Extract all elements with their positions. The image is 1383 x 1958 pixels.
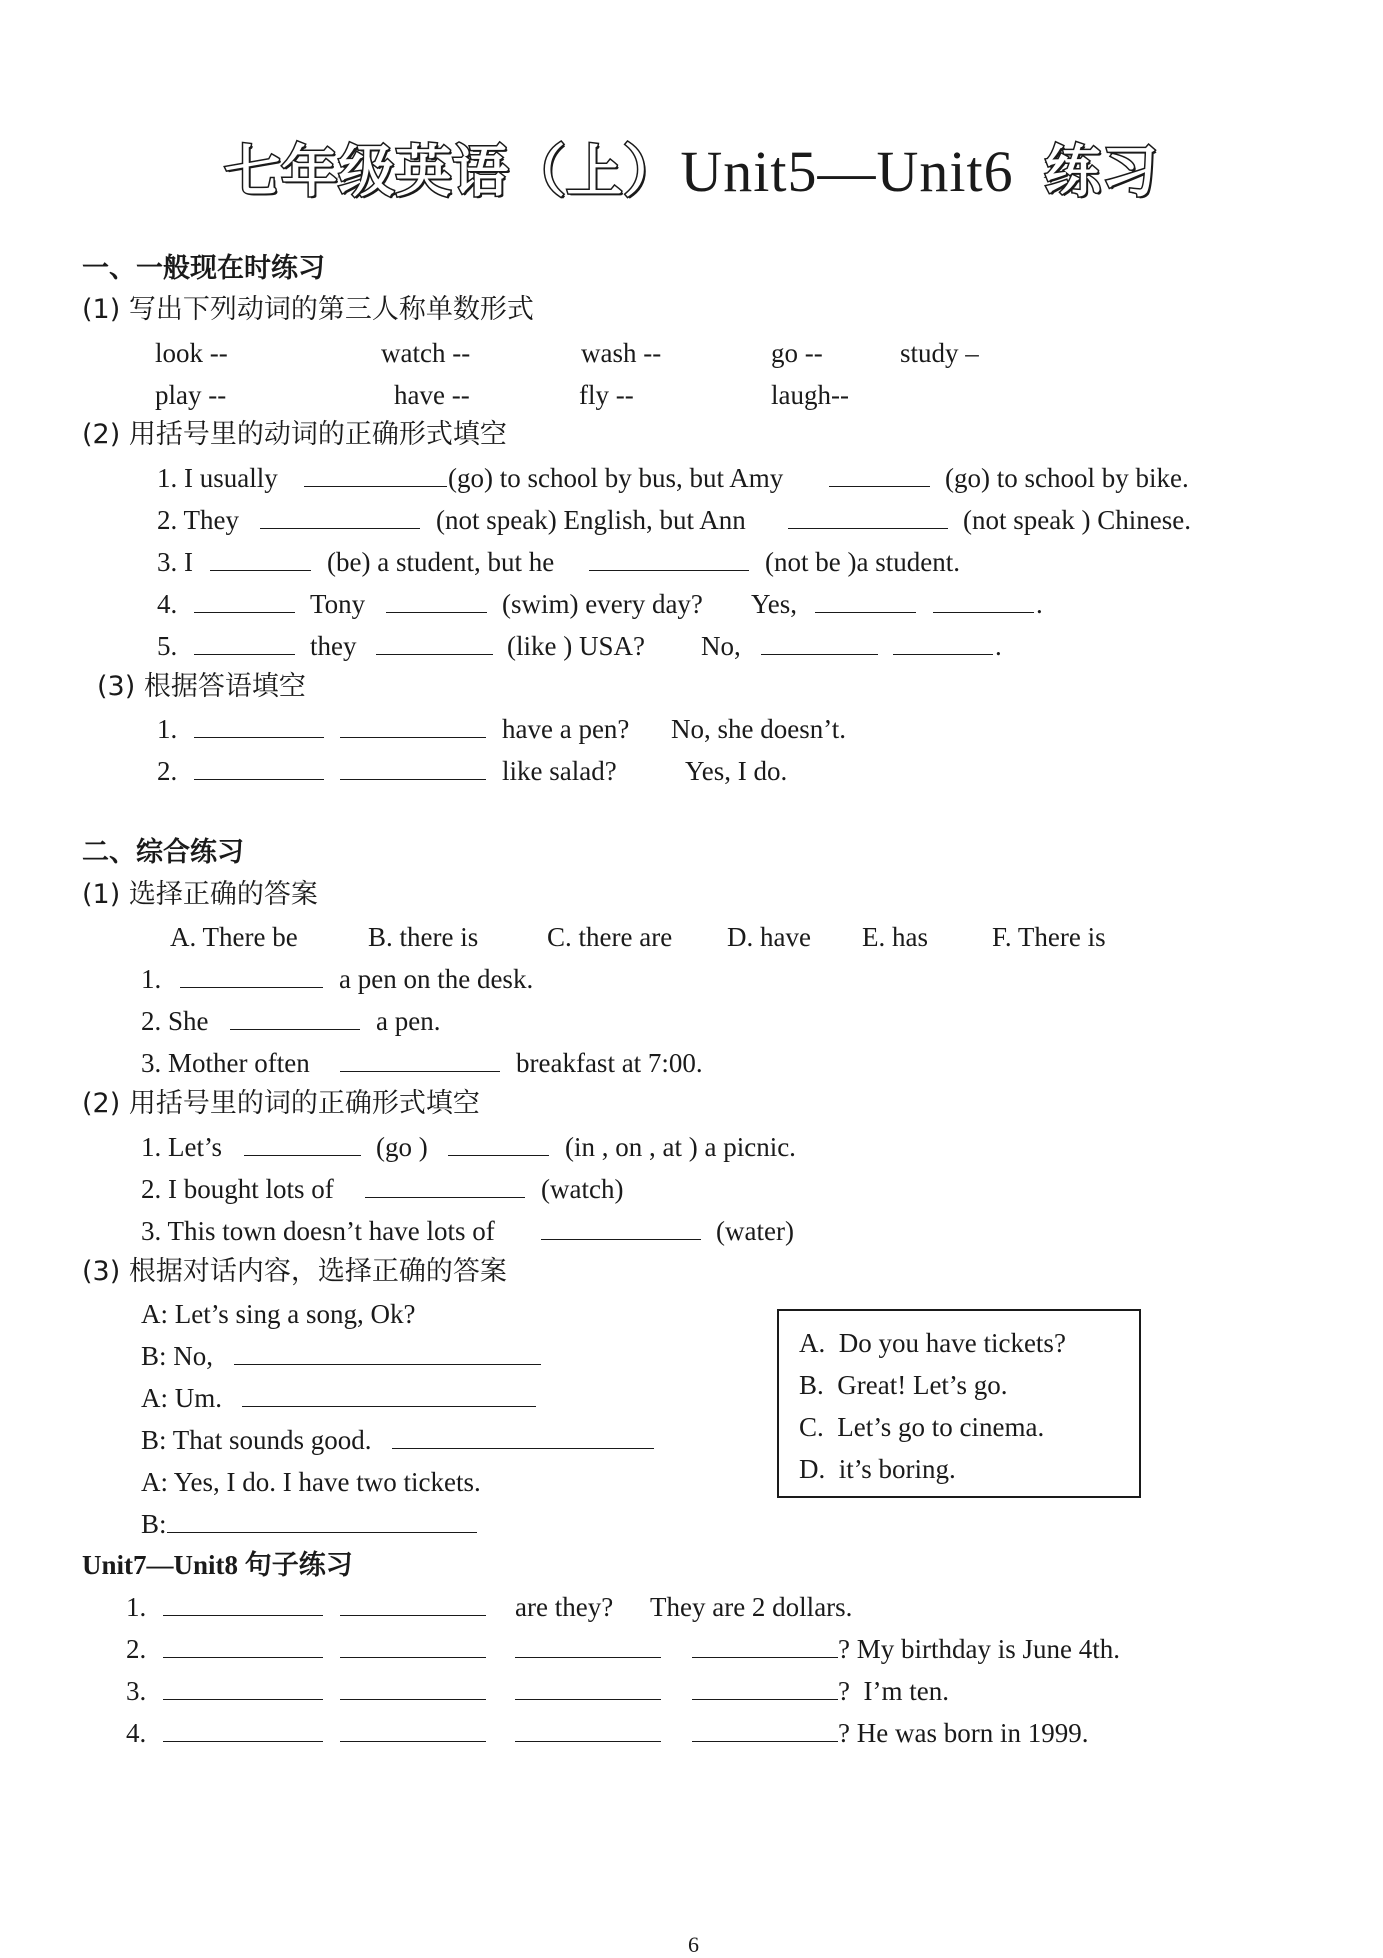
t2-text-a: ? My birthday is June 4th. <box>838 1634 1120 1664</box>
q5-blank-3[interactable] <box>761 630 878 655</box>
section1-part1: (1) 写出下列动词的第三人称单数形式 <box>82 294 534 325</box>
t4-blank-2[interactable] <box>340 1717 486 1742</box>
w3-blank[interactable] <box>541 1215 701 1240</box>
c1-blank[interactable] <box>180 963 323 988</box>
q1-text-b: (go) to school by bus, but Amy <box>448 463 784 493</box>
q4-blank-2[interactable] <box>386 588 487 613</box>
t2-blank-4[interactable] <box>692 1633 838 1658</box>
q3-text-b: (be) a student, but he <box>327 547 555 577</box>
t4-blank-3[interactable] <box>515 1717 661 1742</box>
q4-blank-3[interactable] <box>815 588 916 613</box>
option-e: E. has <box>862 922 928 952</box>
c2-text-a: 2. She <box>141 1006 209 1036</box>
q4-text-d: Yes, <box>751 589 798 619</box>
c3-text-b: breakfast at 7:00. <box>516 1048 703 1078</box>
q2-text-b: (not speak) English, but Ann <box>436 505 746 535</box>
verb-look: look -- <box>155 338 228 368</box>
t1-blank-2[interactable] <box>340 1591 486 1616</box>
r2-blank-2[interactable] <box>340 755 486 780</box>
q3-blank-2[interactable] <box>589 546 749 571</box>
w1-blank-2[interactable] <box>448 1131 549 1156</box>
t2-num: 2. <box>126 1634 147 1664</box>
c2-text-b: a pen. <box>376 1006 441 1036</box>
box-option-d: D. it’s boring. <box>799 1454 956 1484</box>
q5-text-c: (like ) USA? <box>507 631 645 661</box>
r2-num: 2. <box>157 756 178 786</box>
t1-num: 1. <box>126 1592 147 1622</box>
c1-num: 1. <box>141 964 162 994</box>
q3-blank-1[interactable] <box>210 546 311 571</box>
t2-blank-1[interactable] <box>163 1633 323 1658</box>
page-title <box>0 128 1383 208</box>
section1-heading: 一、一般现在时练习 <box>82 253 325 284</box>
c3-text-a: 3. Mother often <box>141 1048 310 1078</box>
verb-laugh: laugh-- <box>771 380 849 410</box>
q4-blank-1[interactable] <box>194 588 295 613</box>
w3-text-b: (water) <box>716 1216 794 1246</box>
section3-heading-cn: 句子练习 <box>244 1550 353 1581</box>
r2-text-b: like salad? <box>502 756 617 786</box>
t2-blank-3[interactable] <box>515 1633 661 1658</box>
verb-go: go -- <box>771 338 823 368</box>
q5-text-b: they <box>310 631 357 661</box>
q5-text-e: . <box>995 631 1002 661</box>
t4-num: 4. <box>126 1718 147 1748</box>
q2-text-a: 2. They <box>157 505 239 535</box>
dialog-line-5: A: Yes, I do. I have two tickets. <box>141 1467 481 1497</box>
q2-blank-2[interactable] <box>788 504 948 529</box>
box-option-a: A. Do you have tickets? <box>799 1328 1066 1358</box>
q4-text-a: 4. <box>157 589 178 619</box>
t3-blank-3[interactable] <box>515 1675 661 1700</box>
verb-fly: fly -- <box>579 380 634 410</box>
dialog-line-2: B: No, <box>141 1341 214 1371</box>
t3-blank-1[interactable] <box>163 1675 323 1700</box>
section2-heading: 二、综合练习 <box>82 837 244 868</box>
t2-blank-2[interactable] <box>340 1633 486 1658</box>
title-cn: 七年级英语（上） <box>224 140 681 205</box>
t4-blank-1[interactable] <box>163 1717 323 1742</box>
dialog-blank-4[interactable] <box>167 1508 477 1533</box>
section1-part2: (2) 用括号里的动词的正确形式填空 <box>82 419 507 450</box>
q4-text-e: . <box>1036 589 1043 619</box>
q2-blank-1[interactable] <box>260 504 420 529</box>
section3-heading-en: Unit7—Unit8 <box>82 1550 239 1580</box>
section2-part2: (2) 用括号里的词的正确形式填空 <box>82 1088 480 1119</box>
verb-have: have -- <box>394 380 470 410</box>
t3-text-a: ? I’m ten. <box>838 1676 949 1706</box>
dialog-line-4: B: That sounds good. <box>141 1425 372 1455</box>
verb-watch: watch -- <box>381 338 471 368</box>
q3-text-c: (not be )a student. <box>765 547 960 577</box>
c3-blank[interactable] <box>340 1047 500 1072</box>
t4-text-a: ? He was born in 1999. <box>838 1718 1089 1748</box>
t1-blank-1[interactable] <box>163 1591 323 1616</box>
w3-text-a: 3. This town doesn’t have lots of <box>141 1216 495 1246</box>
option-c: C. there are <box>547 922 673 952</box>
w2-text-b: (watch) <box>541 1174 624 1204</box>
w2-text-a: 2. I bought lots of <box>141 1174 334 1204</box>
section2-part3: (3) 根据对话内容，选择正确的答案 <box>82 1256 507 1287</box>
option-a: A. There be <box>170 922 298 952</box>
dialog-line-1: A: Let’s sing a song, Ok? <box>141 1299 416 1329</box>
t4-blank-4[interactable] <box>692 1717 838 1742</box>
r1-blank-2[interactable] <box>340 713 486 738</box>
t3-blank-4[interactable] <box>692 1675 838 1700</box>
w1-text-a: 1. Let’s <box>141 1132 222 1162</box>
verb-wash: wash -- <box>581 338 662 368</box>
q1-blank-2[interactable] <box>829 462 930 487</box>
q5-blank-4[interactable] <box>893 630 993 655</box>
option-b: B. there is <box>368 922 479 952</box>
section3-heading <box>82 1548 353 1583</box>
r1-blank-1[interactable] <box>194 713 324 738</box>
t3-num: 3. <box>126 1676 147 1706</box>
dialog-blank-3[interactable] <box>392 1424 654 1449</box>
option-d: D. have <box>727 922 811 952</box>
dialog-blank-1[interactable] <box>234 1340 541 1365</box>
dialog-line-6: B: <box>141 1509 167 1539</box>
section2-part1: (1) 选择正确的答案 <box>82 879 318 910</box>
q5-blank-1[interactable] <box>194 630 295 655</box>
q5-text-d: No, <box>701 631 741 661</box>
r2-text-c: Yes, I do. <box>685 756 788 786</box>
q4-text-b: Tony <box>310 589 366 619</box>
q5-text-a: 5. <box>157 631 178 661</box>
c2-blank[interactable] <box>230 1005 360 1030</box>
q1-text-a: 1. I usually <box>157 463 278 493</box>
section1-part3: (3) 根据答语填空 <box>97 671 306 702</box>
q4-text-c: (swim) every day? <box>502 589 703 619</box>
title-cn2: 练习 <box>1044 140 1159 205</box>
q1-text-c: (go) to school by bike. <box>945 463 1189 493</box>
dialog-blank-2[interactable] <box>242 1382 536 1407</box>
t3-blank-2[interactable] <box>340 1675 486 1700</box>
box-option-b: B. Great! Let’s go. <box>799 1370 1008 1400</box>
r1-text-c: No, she doesn’t. <box>671 714 846 744</box>
c1-text: a pen on the desk. <box>339 964 534 994</box>
t1-text-b: They are 2 dollars. <box>650 1592 853 1622</box>
dialog-line-3: A: Um. <box>141 1383 222 1413</box>
title-en: Unit5—Unit6 <box>680 139 1014 204</box>
q2-text-c: (not speak ) Chinese. <box>963 505 1191 535</box>
q5-blank-2[interactable] <box>376 630 493 655</box>
q4-blank-4[interactable] <box>933 588 1034 613</box>
w1-blank-1[interactable] <box>244 1131 361 1156</box>
q1-blank-1[interactable] <box>304 462 447 487</box>
r1-text-b: have a pen? <box>502 714 630 744</box>
verb-play: play -- <box>155 380 227 410</box>
w2-blank[interactable] <box>365 1173 525 1198</box>
r2-blank-1[interactable] <box>194 755 324 780</box>
r1-num: 1. <box>157 714 178 744</box>
box-option-c: C. Let’s go to cinema. <box>799 1412 1045 1442</box>
verb-study: study – <box>900 338 979 368</box>
w1-text-b: (go ) <box>376 1132 428 1162</box>
w1-text-c: (in , on , at ) a picnic. <box>565 1132 796 1162</box>
page-number: 6 <box>688 1932 699 1957</box>
q3-text-a: 3. I <box>157 547 193 577</box>
option-f: F. There is <box>992 922 1106 952</box>
t1-text-a: are they? <box>515 1592 614 1622</box>
